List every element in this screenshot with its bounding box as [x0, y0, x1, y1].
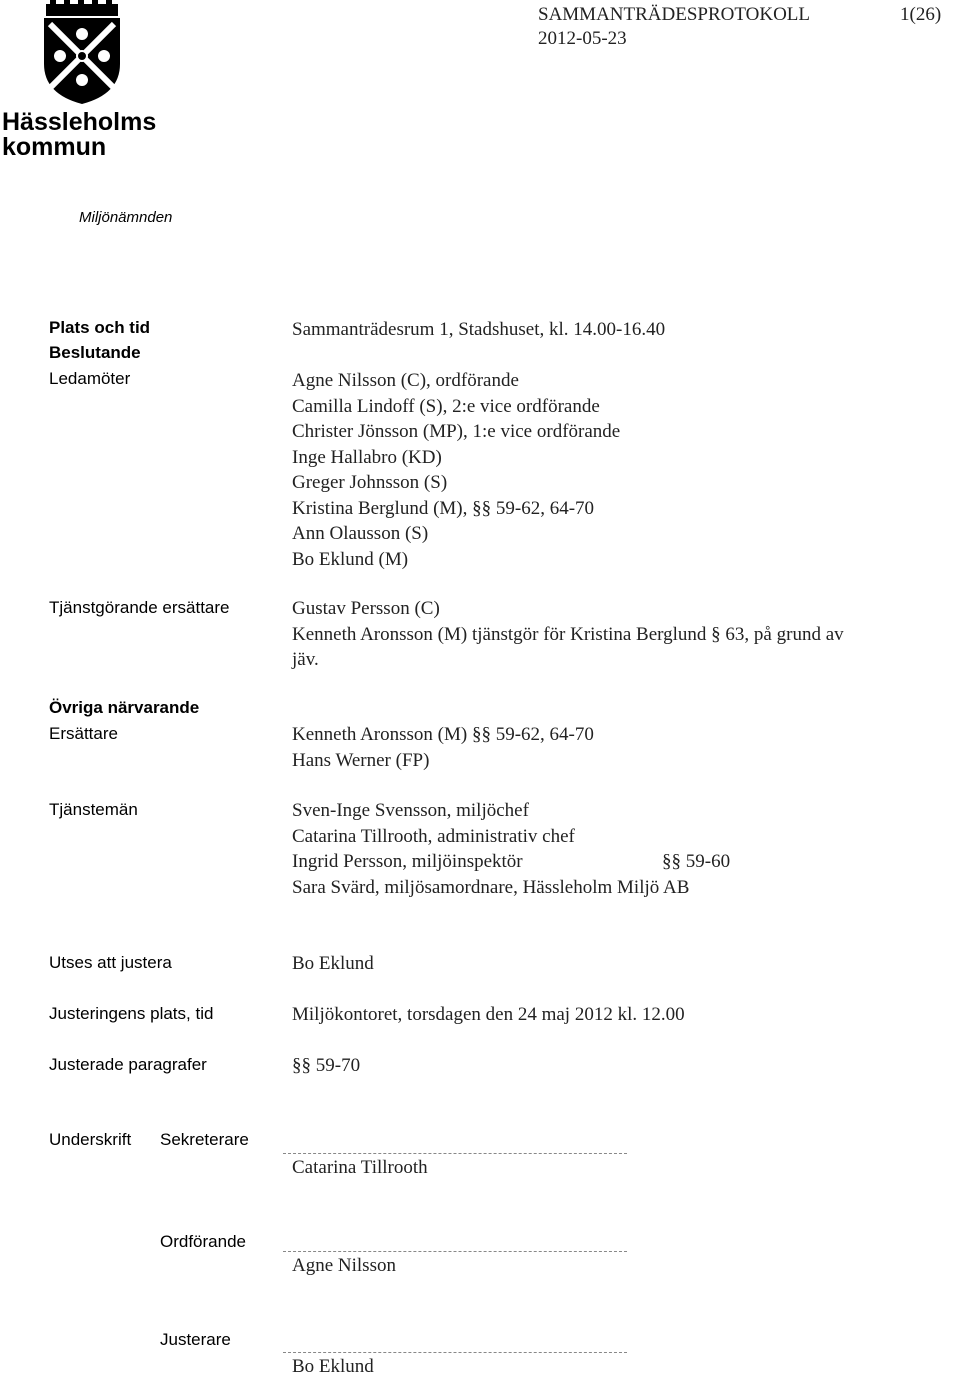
others-present-label: Övriga närvarande	[49, 698, 200, 717]
members-label: Ledamöter	[49, 369, 131, 388]
member-item: Kristina Berglund (M), §§ 59-62, 64-70	[292, 497, 595, 519]
member-item: Inge Hallabro (KD)	[292, 446, 442, 468]
appointed-adjuster-value: Bo Eklund	[292, 953, 374, 974]
member-item: Greger Johnsson (S)	[292, 472, 448, 493]
adjuster-label: Justerare	[160, 1330, 231, 1349]
official-item: Sven-Inge Svensson, miljöchef	[292, 800, 529, 821]
secretary-label: Sekreterare	[160, 1130, 249, 1149]
official-item: Ingrid Persson, miljöinspektör	[292, 851, 523, 872]
member-item: Agne Nilsson (C), ordförande	[292, 370, 519, 391]
chair-label: Ordförande	[160, 1232, 246, 1251]
committee-name: Miljönämnden	[79, 209, 173, 226]
officials-label: Tjänstemän	[49, 800, 138, 819]
officials-list	[292, 798, 689, 900]
secretary-name: Catarina Tillrooth	[292, 1157, 428, 1178]
substitutes-serving-label: Tjänstgörande ersättare	[49, 598, 230, 617]
chair-signature-line	[283, 1251, 627, 1252]
officials-paragraph-note: §§ 59-60	[662, 851, 731, 872]
place-label: Plats och tid	[49, 318, 151, 337]
substitutes-list	[292, 722, 594, 773]
member-item: Ann Olausson (S)	[292, 523, 429, 544]
member-item: Bo Eklund (M)	[292, 548, 409, 570]
appointed-adjuster-label: Utses att justera	[49, 953, 172, 972]
signature-label: Underskrift	[49, 1130, 132, 1149]
adjusted-paragraphs-value: §§ 59-70	[292, 1055, 361, 1076]
adjustment-place-label: Justeringens plats, tid	[49, 1004, 214, 1023]
place-value: Sammanträdesrum 1, Stadshuset, kl. 14.00-16.40	[292, 319, 666, 340]
member-item: Camilla Lindoff (S), 2:e vice ordförande	[292, 395, 600, 417]
document-type: SAMMANTRÄDESPROTOKOLL	[538, 4, 811, 25]
logo-text-line1: Hässleholms	[2, 108, 157, 136]
substitutes-label: Ersättare	[49, 724, 118, 743]
official-item: Catarina Tillrooth, administrativ chef	[292, 825, 575, 847]
official-item: Sara Svärd, miljösamordnare, Hässleholm Miljö AB	[292, 876, 690, 898]
secretary-signature-line	[283, 1153, 627, 1154]
chair-name: Agne Nilsson	[292, 1255, 396, 1276]
members-list	[292, 368, 620, 572]
adjuster-name: Bo Eklund	[292, 1356, 374, 1377]
page-number: 1(26)	[900, 4, 942, 25]
substitute-item: Hans Werner (FP)	[292, 749, 430, 771]
substitute-serving-item: jäv.	[292, 649, 319, 670]
adjustment-place-value: Miljökontoret, torsdagen den 24 maj 2012 kl. 12.00	[292, 1004, 685, 1025]
substitute-item: Kenneth Aronsson (M) §§ 59-62, 64-70	[292, 724, 594, 745]
substitute-serving-item: Kenneth Aronsson (M) tjänstgör för Kristina Berglund § 63, på grund av	[292, 623, 844, 645]
adjuster-signature-line	[283, 1352, 627, 1353]
logo-text-line2: kommun	[2, 133, 107, 161]
substitute-serving-item: Gustav Persson (C)	[292, 598, 440, 619]
decision-label: Beslutande	[49, 343, 141, 362]
meeting-date: 2012-05-23	[538, 28, 627, 49]
member-item: Christer Jönsson (MP), 1:e vice ordförande	[292, 421, 621, 442]
substitutes-serving-list	[292, 596, 844, 673]
adjusted-paragraphs-label: Justerade paragrafer	[49, 1055, 207, 1074]
